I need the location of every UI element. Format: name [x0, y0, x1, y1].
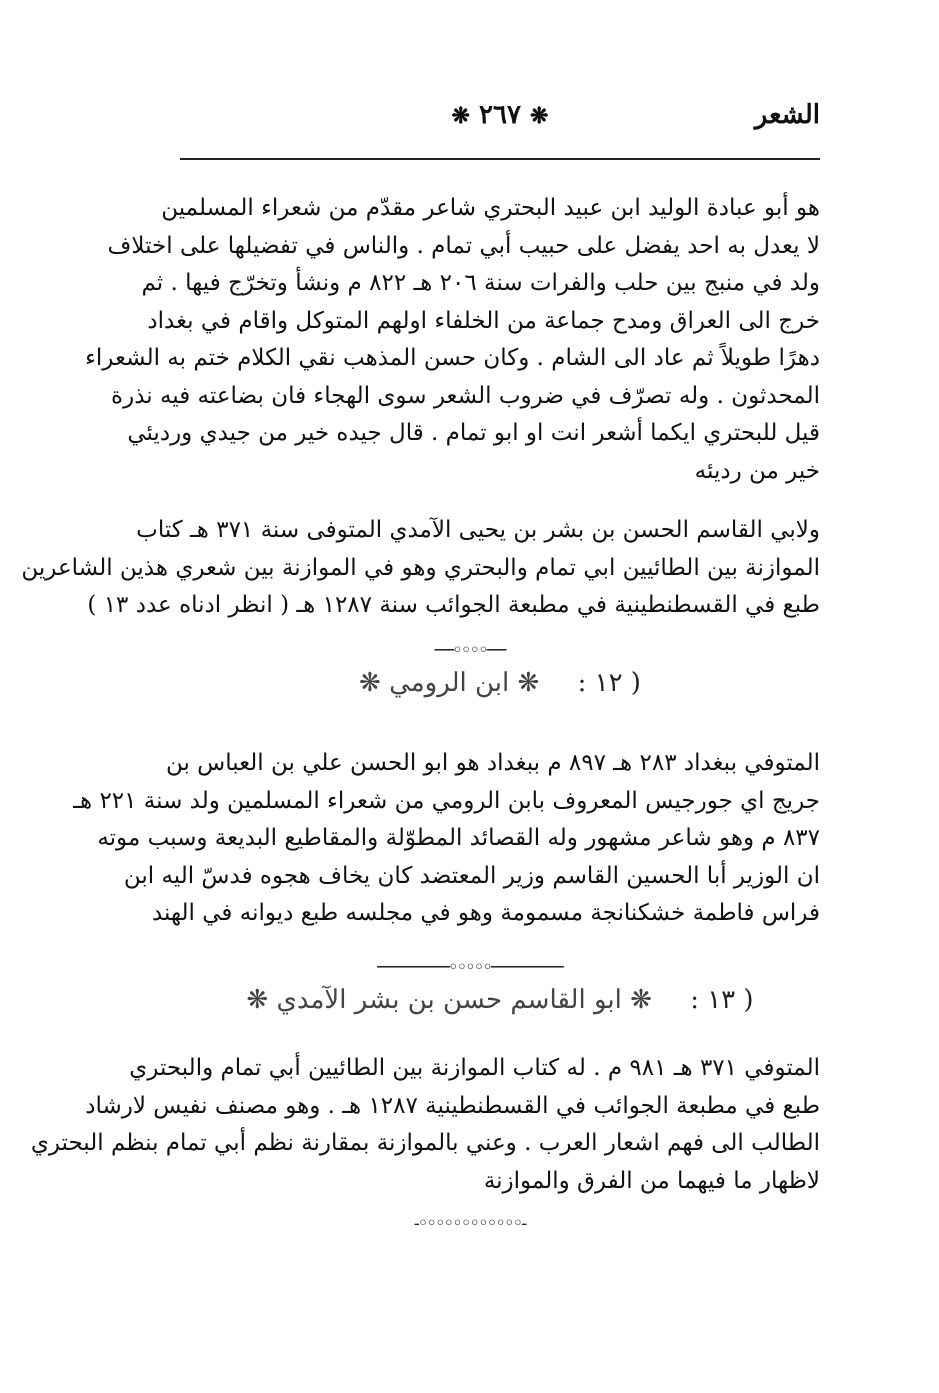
text-line: طبع في مطبعة الجوائب في القسطنطينية ١٢٨٧ هـ . وهو مصنف نفيس لارشاد	[85, 1092, 820, 1119]
text-line: ولد في منبج بين حلب والفرات سنة ٢٠٦ هـ ٨٢٢ م ونشأ وتخرّج فيها . ثم	[141, 270, 820, 296]
text-line: لاظهار ما فيهما من الفرق والموازنة	[483, 1167, 820, 1194]
text-line: جريج اي جورجيس المعروف بابن الرومي من شعراء المسلمين ولد سنة ٢٢١ هـ	[73, 787, 820, 814]
text-line: الطالب الى فهم اشعار العرب . وعني بالموازنة بمقارنة نظم أبي تمام بنظم البحتري	[30, 1130, 820, 1156]
section-12-heading	[180, 668, 820, 698]
text-line: خير من رديئه	[694, 457, 820, 484]
section-title: ابن الرومي	[389, 668, 510, 698]
text-line: هو أبو عبادة الوليد ابن عبيد البحتري شاعر مقدّم من شعراء المسلمين	[161, 195, 820, 221]
running-header	[180, 100, 820, 140]
ornament-icon: ❋	[246, 985, 269, 1015]
section-number: ( ١٢ :	[577, 668, 641, 698]
ornament-icon: ❋	[630, 985, 652, 1015]
text-line: لا يعدل به احد يفضل على حبيب أبي تمام . والناس في تفضيلها على اختلاف	[107, 232, 820, 259]
section-13-heading	[180, 985, 820, 1015]
text-line: فراس فاطمة خشكنانجة مسمومة وهو في مجلسه طبع ديوانه في الهند	[151, 900, 820, 926]
text-line: ان الوزير أبا الحسين القاسم وزير المعتضد كان يخاف هجوه فدسّ اليه ابن	[123, 862, 820, 889]
section-13-paragraph	[30, 1050, 820, 1200]
text-line: الموازنة بين الطائيين ابي تمام والبحتري وهو في الموازنة بين شعري هذين الشاعرين	[21, 554, 820, 581]
text-line: طبع في القسطنطينية في مطبعة الجوائب سنة ١٢٨٧ هـ ( انظر ادناه عدد ١٣ )	[87, 592, 820, 618]
page-number: ٢٦٧	[479, 100, 521, 130]
section-separator: ──◦◦◦◦──	[434, 640, 505, 661]
running-title: الشعر	[754, 100, 820, 130]
section-title: ابو القاسم حسن بن بشر الآمدي	[276, 985, 622, 1015]
intro-paragraph	[85, 190, 820, 490]
header-rule	[180, 158, 820, 160]
ornament-icon: ❋	[451, 103, 470, 129]
text-line: دهرًا طويلاً ثم عاد الى الشام . وكان حسن المذهب نقي الكلام ختم به الشعراء	[85, 345, 820, 371]
text-line: خرج الى العراق ومدح جماعة من الخلفاء اولهم المتوكل واقام في بغداد	[147, 307, 820, 334]
text-line: ولابي القاسم الحسن بن بشر بن يحيى الآمدي المتوفى سنة ٣٧١ هـ كتاب	[136, 517, 820, 543]
text-line: ٨٣٧ م وهو شاعر مشهور وله القصائد المطوّلة والمقاطيع البديعة وسبب موته	[97, 825, 820, 851]
section-number: ( ١٣ :	[690, 985, 754, 1015]
text-line: قيل للبحتري ايكما أشعر انت او ابو تمام . قال جيده خير من جيدي ورديئي	[127, 420, 820, 446]
ornament-icon: ❋	[517, 668, 540, 698]
ornament-icon: ❋	[359, 668, 381, 698]
section-separator: ────────◦◦◦◦◦────────	[377, 957, 562, 978]
section-12-paragraph	[73, 745, 820, 933]
page-number-block	[180, 100, 820, 130]
text-line: المحدثون . وله تصرّف في ضروب الشعر سوى الهجاء فان بضاعته فيه نذرة	[111, 382, 820, 409]
text-line: المتوفي ٣٧١ هـ ٩٨١ م . له كتاب الموازنة بين الطائيين أبي تمام والبحتري	[129, 1055, 820, 1081]
end-ornament: -◦◦◦◦◦◦◦◦◦◦◦◦-	[413, 1213, 526, 1234]
amidi-paragraph	[21, 512, 820, 625]
text-line: المتوفي ببغداد ٢٨٣ هـ ٨٩٧ م ببغداد هو ابو الحسن علي بن العباس بن	[165, 750, 820, 776]
ornament-icon: ❋	[530, 103, 549, 129]
